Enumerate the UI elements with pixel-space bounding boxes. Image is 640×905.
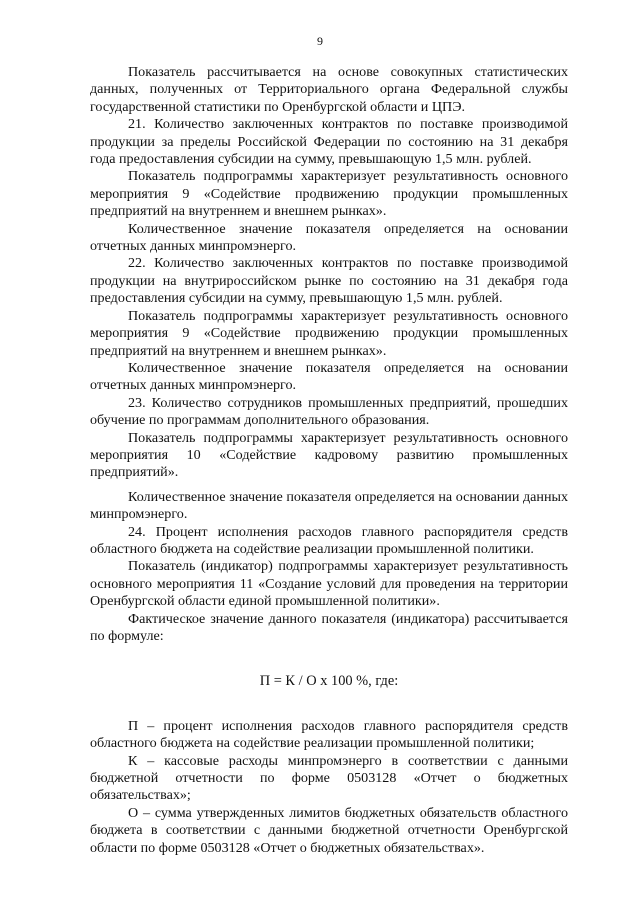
definition-k: К – кассовые расходы минпромэнерго в соответствии с данными бюджетной отчетности по форме 0503128 «Отчет о бюджетных обязательствах»;: [90, 752, 568, 804]
page-number: 9: [317, 34, 323, 48]
paragraph-item-21-description: Показатель подпрограммы характеризует результативность основного мероприятия 9 «Содействие продвижению продукции промышленных предприятий на внутреннем и внешнем рынках».: [90, 168, 568, 220]
formula: П = К / О х 100 %, где:: [259, 673, 399, 690]
document-body: [90, 64, 568, 857]
paragraph-item-22-value: Количественное значение показателя определяется на основании отчетных данных минпромэнерго.: [90, 359, 568, 394]
definition-p: П – процент исполнения расходов главного распорядителя средств областного бюджета на содействие реализации промышленной политики;: [90, 717, 568, 752]
paragraph-item-23-value: Количественное значение показателя определяется на основании данных минпромэнерго.: [90, 488, 568, 523]
paragraph-item-23: 23. Количество сотрудников промышленных предприятий, прошедших обучение по программам дополнительного образования.: [90, 394, 568, 429]
paragraph-item-21-value: Количественное значение показателя определяется на основании отчетных данных минпромэнерго.: [90, 220, 568, 255]
paragraph-formula-intro: Фактическое значение данного показателя (индикатора) рассчитывается по формуле:: [90, 610, 568, 644]
paragraph-item-21: 21. Количество заключенных контрактов по поставке производимой продукции за пределы Российской Федерации по состоянию на 31 декабря года предоставления субсидии на сумму, превышающую 1,5 млн. рублей.: [90, 116, 568, 168]
definition-o: О – сумма утвержденных лимитов бюджетных обязательств областного бюджета в соответствии с данными бюджетной отчетности Оренбургской области по форме 0503128 «Отчет о бюджетных обязательствах».: [90, 804, 568, 856]
paragraph-item-22: 22. Количество заключенных контрактов по поставке производимой продукции на внутрироссийском рынке по состоянию на 31 декабря года предоставления субсидии на сумму, превышающую 1,5 млн. рублей.: [90, 255, 568, 307]
paragraph-item-22-description: Показатель подпрограммы характеризует результативность основного мероприятия 9 «Содействие продвижению продукции промышленных предприятий на внутреннем и внешнем рынках».: [90, 307, 568, 359]
paragraph-item-24-description: Показатель (индикатор) подпрограммы характеризует результативность основного мероприятия 11 «Создание условий для проведения на территории Оренбургской области единой промышленной политики».: [90, 558, 568, 610]
paragraph-statistics-source: Показатель рассчитывается на основе совокупных статистических данных, полученных от Территориального органа Федеральной службы государственной статистики по Оренбургской области и ЦПЭ.: [90, 64, 568, 115]
paragraph-item-24: 24. Процент исполнения расходов главного распорядителя средств областного бюджета на содействие реализации промышленной политики.: [90, 523, 568, 557]
paragraph-item-23-description: Показатель подпрограммы характеризует результативность основного мероприятия 10 «Содействие кадровому развитию промышленных предприятий».: [90, 429, 568, 481]
